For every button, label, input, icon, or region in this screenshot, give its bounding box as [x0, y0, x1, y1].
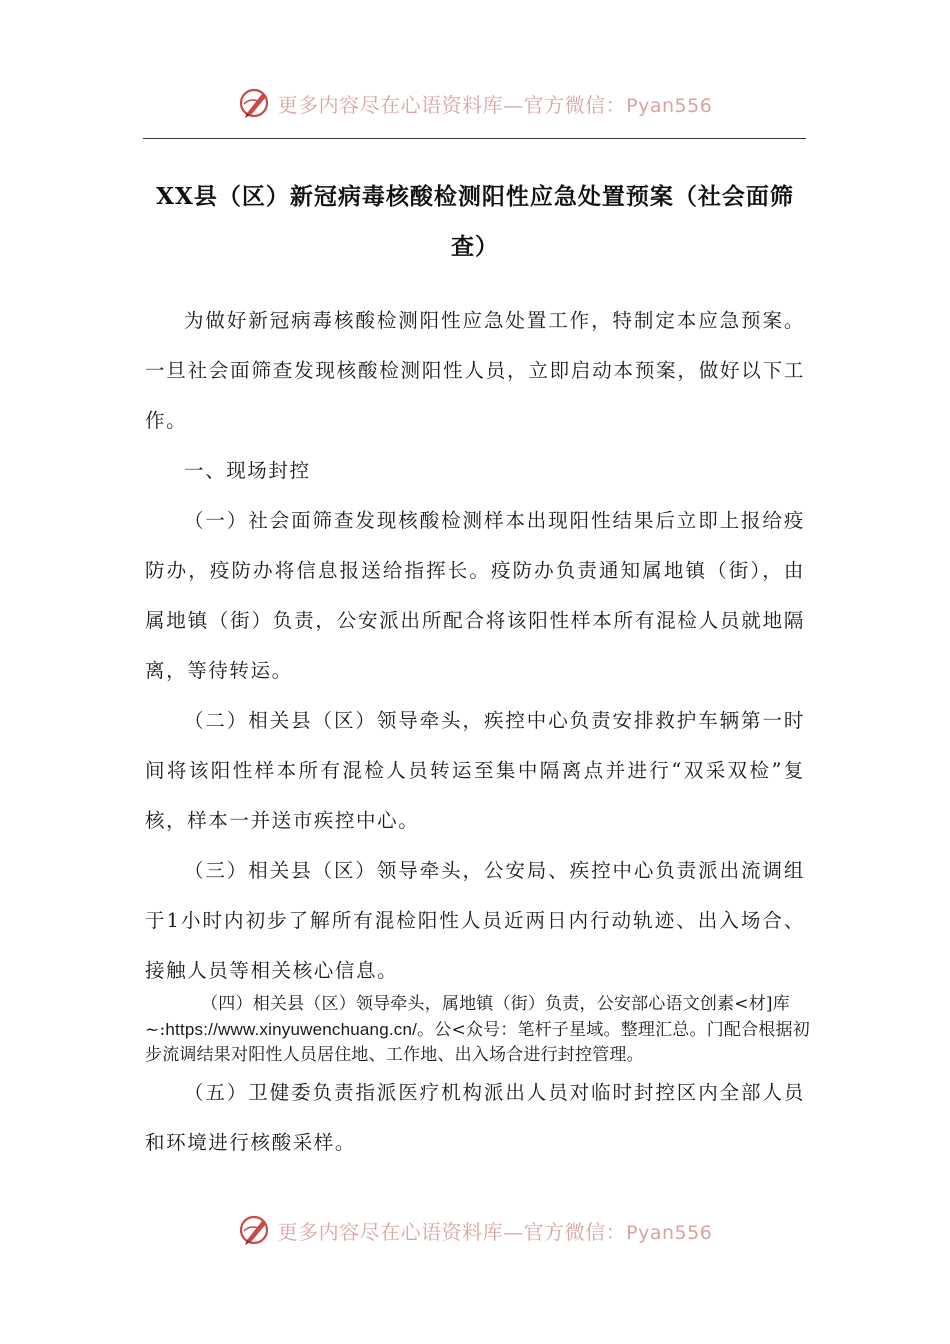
item-3-paragraph: （三）相关县（区）领导牵头，公安局、疾控中心负责派出流调组于1小时内初步了解所有混检阳性人员近两日内行动轨迹、出入场合、接触人员等相关核心信息。 — [145, 859, 805, 982]
intro-paragraph: 为做好新冠病毒核酸检测阳性应急处置工作，特制定本应急预案。一旦社会面筛查发现核酸检测阳性人员，立即启动本预案，做好以下工作。 — [145, 309, 805, 432]
header-banner — [0, 78, 950, 128]
banner-text: 更多内容尽在心语资料库—官方微信：Pyan556 — [277, 92, 713, 117]
banner-wechat-id: Pyan556 — [626, 1221, 713, 1244]
document-title: XX县（区）新冠病毒核酸检测阳性应急处置预案（社会面筛查） — [156, 183, 794, 260]
item-2-paragraph: （二）相关县（区）领导牵头，疾控中心负责安排救护车辆第一时间将该阳性样本所有混检人员转运至集中隔离点并进行“双采双检”复核，样本一并送市疾控中心。 — [145, 709, 805, 832]
section-heading: 一、现场封控 — [184, 459, 311, 482]
banner-text: 更多内容尽在心语资料库—官方微信：Pyan556 — [277, 1219, 713, 1244]
item-4-paragraph: （四）相关县（区）领导牵头，属地镇（街）负责，公安部心语文创素<材]库~:https://www.xinyuwenchuang.cn/。公<众号：笔杆子星域。整理汇总。门配合根据初步流调结果对阳性人员居住地、工作地、出入场合进行封控管理。 — [145, 994, 810, 1065]
footer-banner — [0, 1205, 950, 1255]
document-body-continued — [145, 1068, 805, 1168]
item-5-paragraph: （五）卫健委负责指派医疗机构派出人员对临时封控区内全部人员和环境进行核酸采样。 — [145, 1081, 805, 1154]
item-1-paragraph: （一）社会面筛查发现核酸检测样本出现阳性结果后立即上报给疫防办，疫防办将信息报送给指挥长。疫防办负责通知属地镇（街），由属地镇（街）负责，公安派出所配合将该阳性样本所有混检人员就地隔离，等待转运。 — [145, 509, 805, 682]
banner-wechat-id: Pyan556 — [626, 94, 713, 117]
pen-circle-logo-icon — [238, 86, 272, 120]
header-rule — [143, 138, 806, 139]
pen-circle-logo-icon — [238, 1213, 272, 1247]
item-4-url: https://www.xinyuwenchuang.cn/ — [165, 1020, 418, 1039]
document-body — [145, 296, 805, 996]
